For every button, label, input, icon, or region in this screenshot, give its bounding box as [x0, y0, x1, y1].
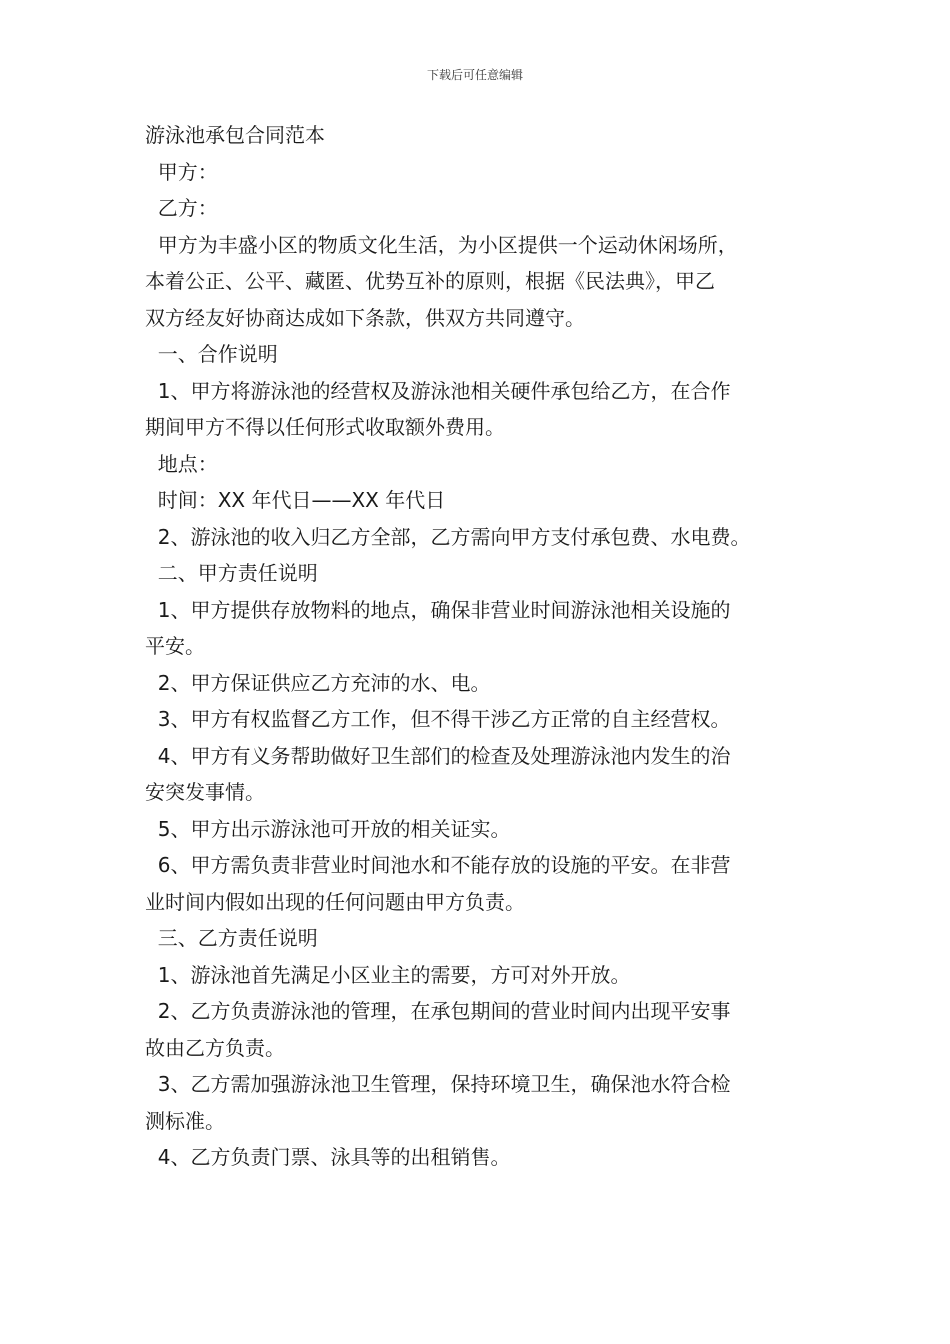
- paragraph-line: 安突发事情。: [145, 780, 265, 804]
- paragraph-line: 甲方为丰盛小区的物质文化生活，为小区提供一个运动休闲场所，: [145, 232, 738, 257]
- party-a-line: 甲方：: [145, 159, 218, 184]
- location-line: 地点：: [145, 451, 218, 476]
- paragraph-line: 3、乙方需加强游泳池卫生管理，保持环境卫生，确保池水符合检: [145, 1072, 731, 1096]
- paragraph-line: 本着公正、公平、藏匿、优势互补的原则，根据《民法典》，甲乙: [145, 269, 715, 293]
- paragraph-line: 1、游泳池首先满足小区业主的需要，方可对外开放。: [145, 962, 631, 987]
- paragraph-line: 2、乙方负责游泳池的管理，在承包期间的营业时间内出现平安事: [145, 999, 731, 1023]
- paragraph-line: 平安。: [145, 634, 205, 658]
- paragraph-line: 双方经友好协商达成如下条款，供双方共同遵守。: [145, 305, 585, 330]
- section-heading: 二、甲方责任说明: [145, 561, 318, 585]
- page-header: 下载后可任意编辑: [426, 68, 523, 82]
- document-title: 游泳池承包合同范本: [145, 123, 325, 147]
- paragraph-line: 1、甲方将游泳池的经营权及游泳池相关硬件承包给乙方，在合作: [145, 378, 731, 403]
- paragraph-line: 4、甲方有义务帮助做好卫生部们的检查及处理游泳池内发生的治: [145, 743, 731, 768]
- time-line: 时间：XX 年代日——XX 年代日: [145, 488, 446, 512]
- section-heading: 三、乙方责任说明: [145, 926, 318, 950]
- paragraph-line: 2、甲方保证供应乙方充沛的水、电。: [145, 670, 491, 695]
- paragraph-line: 2、游泳池的收入归乙方全部，乙方需向甲方支付承包费、水电费。: [145, 524, 751, 549]
- paragraph-line: 5、甲方出示游泳池可开放的相关证实。: [145, 816, 511, 841]
- party-b-line: 乙方：: [145, 196, 218, 220]
- paragraph-line: 故由乙方负责。: [145, 1035, 285, 1060]
- document-body: [145, 117, 810, 1176]
- paragraph-line: 6、甲方需负责非营业时间池水和不能存放的设施的平安。在非营: [145, 853, 731, 877]
- paragraph-line: 1、甲方提供存放物料的地点，确保非营业时间游泳池相关设施的: [145, 597, 731, 622]
- paragraph-line: 3、甲方有权监督乙方工作，但不得干涉乙方正常的自主经营权。: [145, 707, 731, 731]
- paragraph-line: 测标准。: [145, 1108, 225, 1133]
- paragraph-line: 期间甲方不得以任何形式收取额外费用。: [145, 415, 505, 439]
- paragraph-line: 业时间内假如出现的任何问题由甲方负责。: [145, 889, 525, 914]
- paragraph-line: 4、乙方负责门票、泳具等的出租销售。: [145, 1145, 511, 1169]
- section-heading: 一、合作说明: [145, 342, 278, 366]
